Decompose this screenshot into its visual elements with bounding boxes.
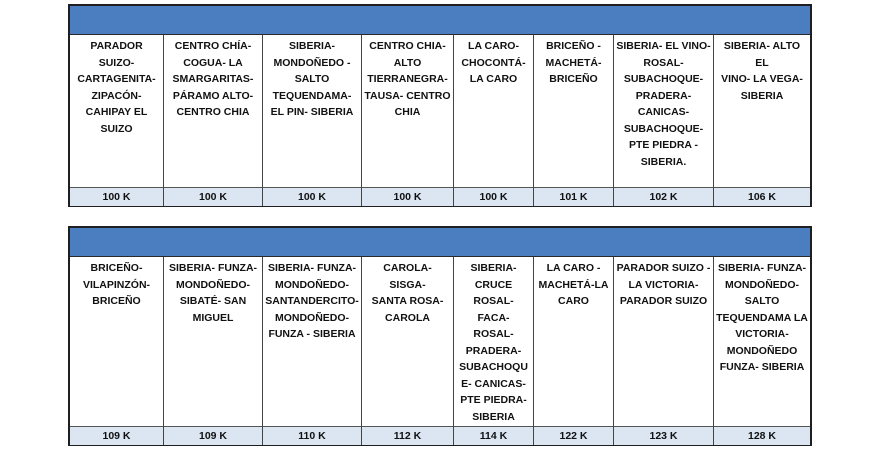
price-cell: 109 K	[164, 426, 262, 445]
route-cell: SIBERIA- FUNZA- MONDOÑEDO- SALTO TEQUENDAMA LA VICTORIA- MONDOÑEDO FUNZA- SIBERIA	[716, 262, 808, 373]
routes-table-2	[68, 226, 812, 446]
routes-table-1	[68, 4, 812, 207]
price-cell: 122 K	[534, 426, 613, 445]
price-cell: 110 K	[263, 426, 361, 445]
price-cell: 123 K	[614, 426, 713, 445]
route-cell: SIBERIA- EL VINO- ROSAL- SUBACHOQUE- PRADERA- CANICAS- SUBACHOQUE- PTE PIEDRA - SIBERIA.	[616, 40, 711, 168]
price-cell: 112 K	[362, 426, 453, 445]
price-cell: 106 K	[714, 187, 810, 206]
table-column	[713, 35, 810, 206]
route-cell: SIBERIA- FUNZA- MONDOÑEDO- SANTANDERCITO- MONDOÑEDO- FUNZA - SIBERIA	[265, 262, 359, 340]
table-column	[613, 35, 713, 206]
table-column	[361, 35, 453, 206]
route-cell: PARADOR SUIZO - LA VICTORIA- PARADOR SUIZO	[616, 262, 711, 307]
table-column	[163, 35, 262, 206]
route-cell: LA CARO - MACHETÁ-LA CARO	[538, 262, 609, 307]
table-column	[70, 257, 163, 445]
table-column	[613, 257, 713, 445]
table-column	[70, 35, 163, 206]
table-column	[533, 35, 613, 206]
price-cell: 109 K	[70, 426, 163, 445]
table-column	[163, 257, 262, 445]
price-cell: 101 K	[534, 187, 613, 206]
route-cell: CENTRO CHIA- ALTO TIERRANEGRA- TAUSA- CENTRO CHIA	[364, 40, 451, 118]
table-column	[361, 257, 453, 445]
price-cell: 100 K	[362, 187, 453, 206]
table-header-bar	[70, 6, 810, 35]
route-cell: SIBERIA- ALTO EL VINO- LA VEGA- SIBERIA	[721, 40, 803, 102]
route-cell: SIBERIA- FUNZA- MONDOÑEDO- SIBATÉ- SAN MIGUEL	[168, 262, 258, 324]
route-cell: BRICEÑO- VILAPINZÓN- BRICEÑO	[82, 262, 151, 307]
route-cell: SIBERIA- CRUCE ROSAL- FACA- ROSAL- PRADERA- SUBACHOQU E- CANICAS- PTE PIEDRA- SIBERIA	[459, 262, 528, 423]
table-column	[533, 257, 613, 445]
route-cell: CAROLA- SISGA- SANTA ROSA- CAROLA	[371, 262, 444, 324]
route-cell: SIBERIA- MONDOÑEDO - SALTO TEQUENDAMA- EL PIN- SIBERIA	[270, 40, 354, 118]
table-column	[453, 35, 533, 206]
table-column	[713, 257, 810, 445]
route-cell: BRICEÑO - MACHETÁ- BRICEÑO	[545, 40, 602, 85]
route-cell: PARADOR SUIZO- CARTAGENITA- ZIPACÓN- CAHIPAY EL SUIZO	[77, 40, 156, 135]
price-cell: 100 K	[70, 187, 163, 206]
price-cell: 102 K	[614, 187, 713, 206]
table-column	[453, 257, 533, 445]
route-cell: LA CARO- CHOCONTÁ- LA CARO	[461, 40, 526, 85]
table-column	[262, 257, 361, 445]
price-cell: 114 K	[454, 426, 533, 445]
price-cell: 100 K	[454, 187, 533, 206]
price-cell: 100 K	[263, 187, 361, 206]
route-cell: CENTRO CHÍA- COGUA- LA SMARGARITAS- PÁRAMO ALTO- CENTRO CHIA	[172, 40, 254, 118]
table-column	[262, 35, 361, 206]
price-cell: 100 K	[164, 187, 262, 206]
table-header-bar	[70, 228, 810, 257]
price-cell: 128 K	[714, 426, 810, 445]
